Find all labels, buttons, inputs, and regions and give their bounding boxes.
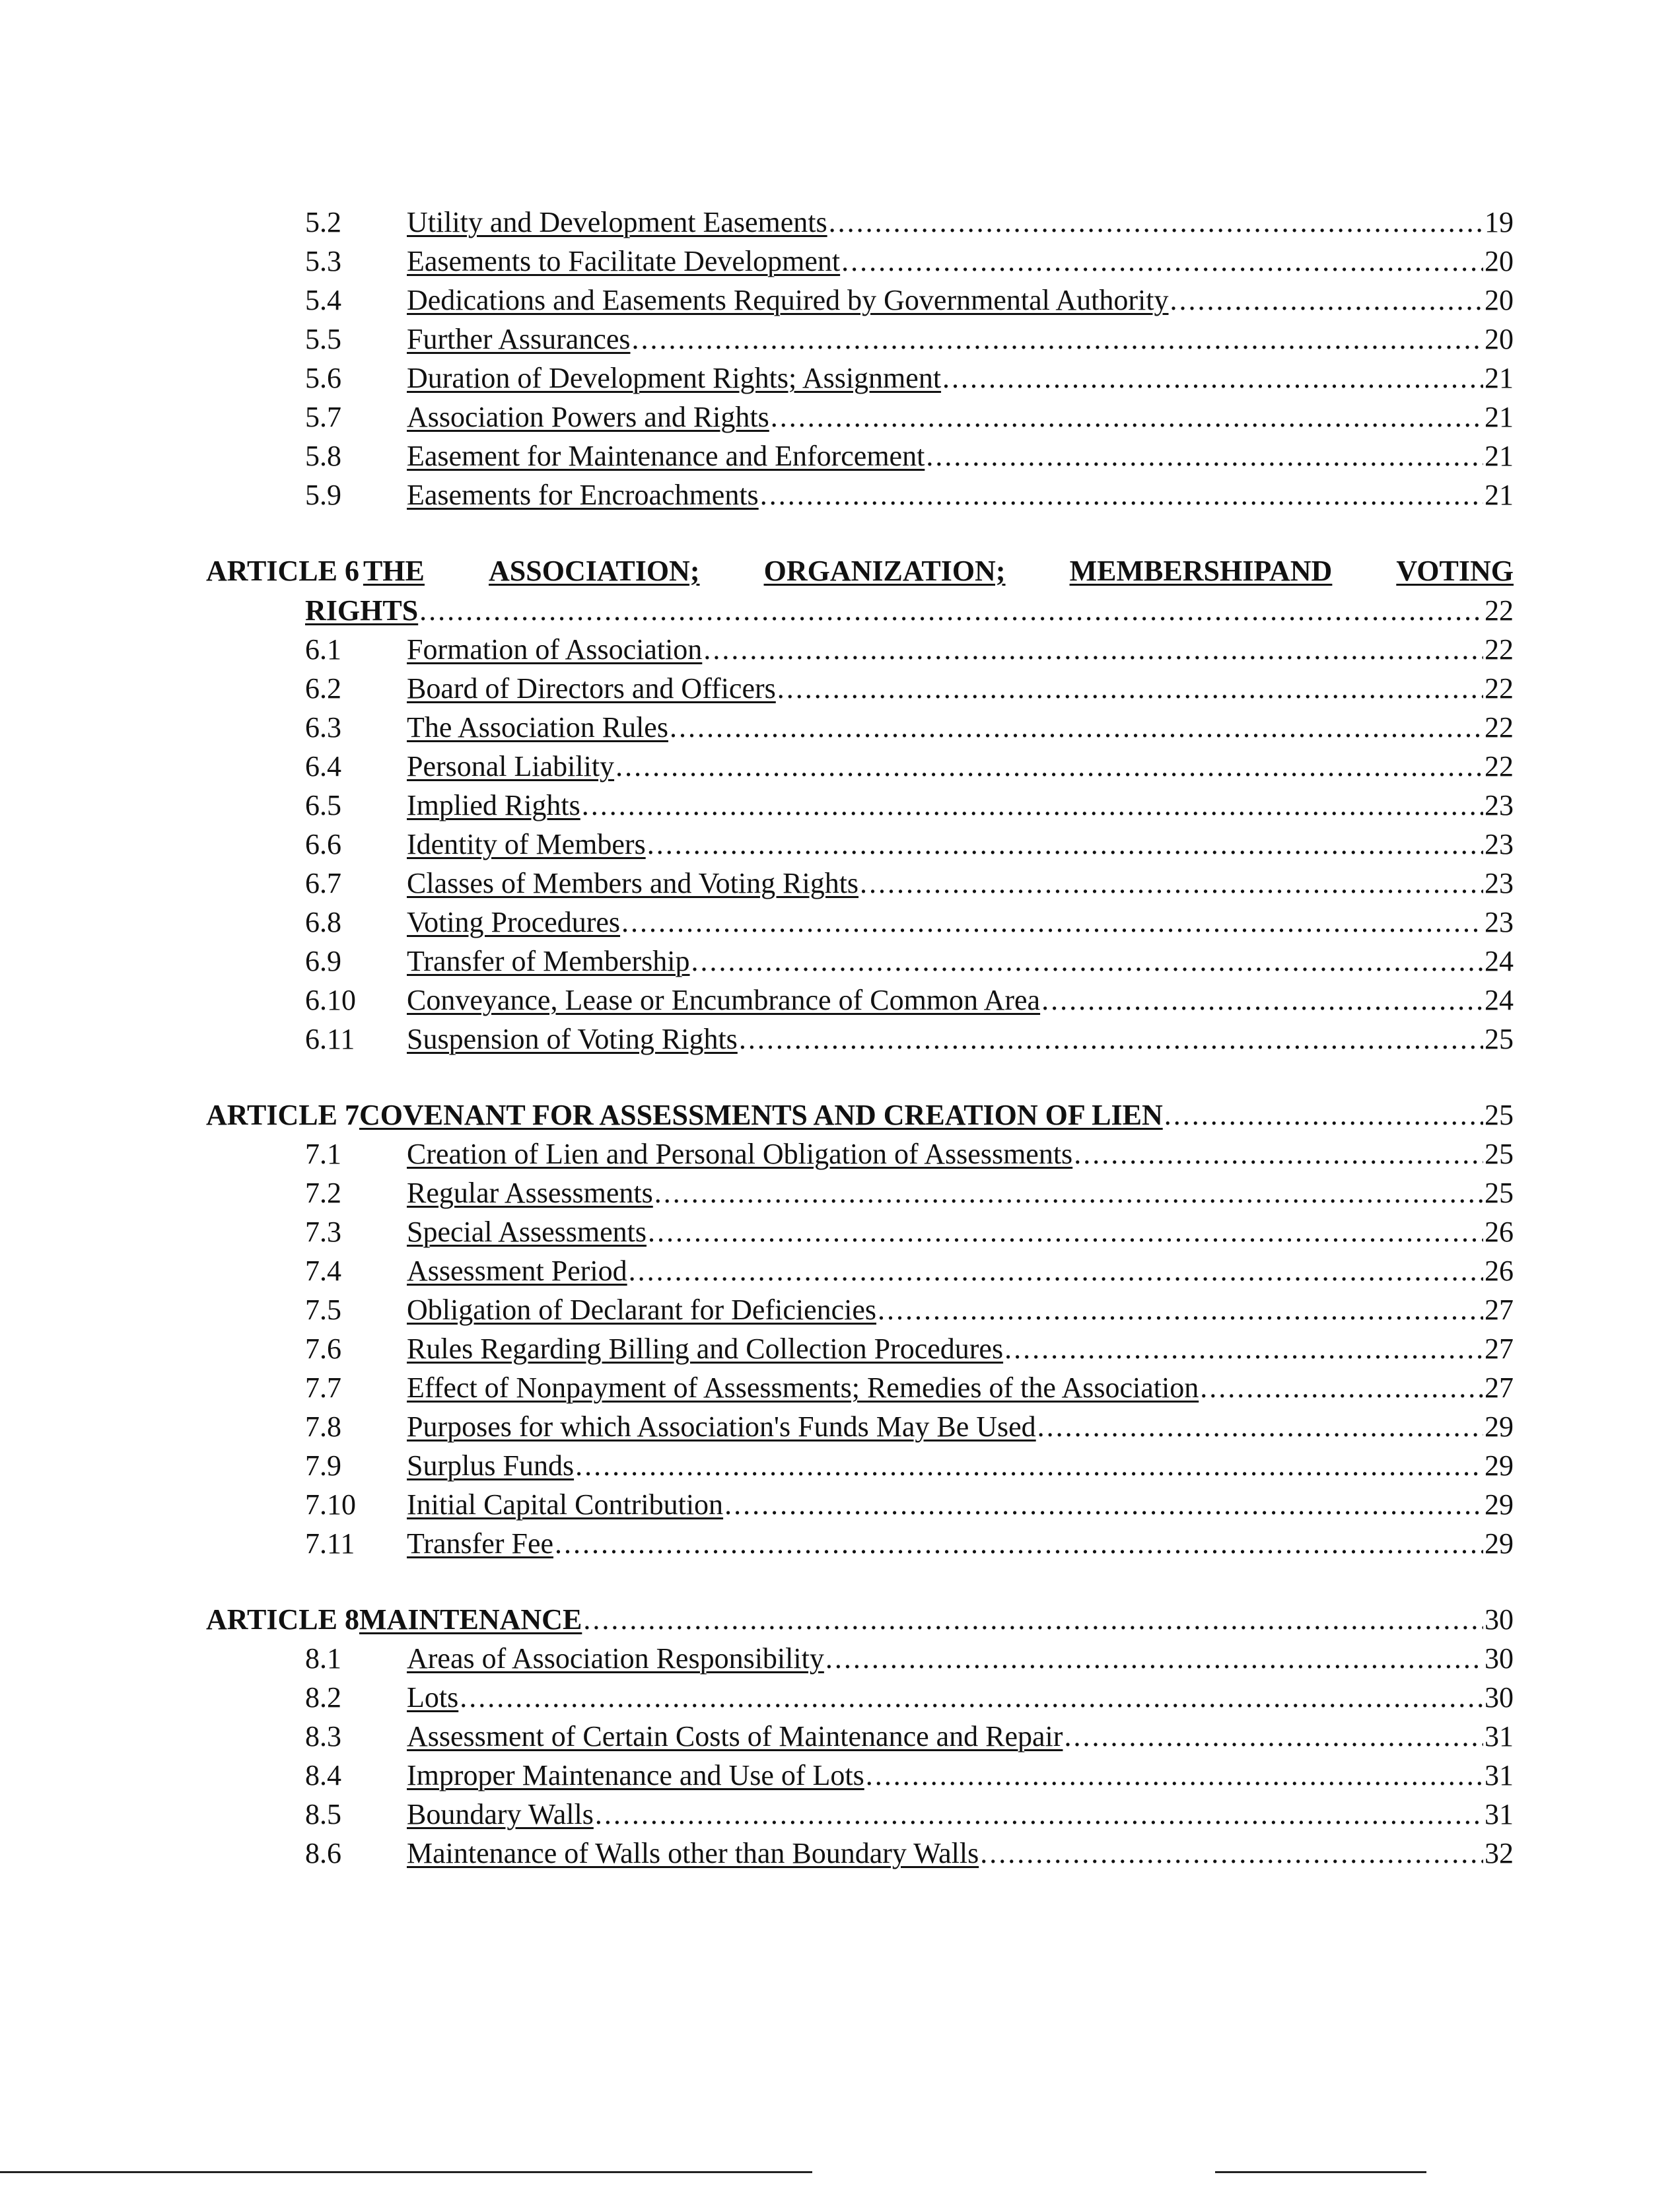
entry-number: 5.4 (305, 284, 341, 316)
entry-number: 6.9 (305, 945, 341, 977)
toc-entry-6-4[interactable] (305, 747, 1514, 786)
entry-title[interactable]: Maintenance of Walls other than Boundary Walls (407, 1837, 979, 1869)
dot-leader (926, 437, 1483, 475)
article-title-word: THE (363, 555, 425, 587)
entry-number: 5.6 (305, 362, 341, 394)
dot-leader (460, 1679, 1483, 1717)
dot-leader (1170, 281, 1484, 320)
entry-title[interactable]: Initial Capital Contribution (407, 1488, 724, 1521)
dot-leader (980, 1834, 1483, 1873)
dot-leader (648, 1213, 1483, 1251)
entry-page: 29 (1485, 1410, 1514, 1443)
entry-number: 7.11 (305, 1527, 355, 1560)
dot-leader (691, 942, 1483, 981)
article-label: ARTICLE 7 (206, 1099, 359, 1131)
entry-page: 30 (1485, 1642, 1514, 1675)
dot-leader (1004, 1330, 1483, 1368)
entry-title[interactable]: Dedications and Easements Required by Governmental Authority (407, 284, 1169, 316)
entry-title[interactable]: Transfer Fee (407, 1527, 553, 1560)
dot-leader (771, 398, 1483, 436)
entry-page: 32 (1485, 1837, 1514, 1869)
entry-page: 22 (1485, 711, 1514, 744)
entry-number: 6.10 (305, 984, 356, 1016)
entry-title[interactable]: Special Assessments (407, 1216, 647, 1248)
toc-entry-7-6[interactable] (305, 1330, 1514, 1368)
entry-number: 6.1 (305, 633, 341, 666)
footer-rule-left (0, 2171, 812, 2173)
entry-page: 21 (1485, 401, 1514, 433)
dot-leader (670, 709, 1483, 747)
entry-page: 26 (1485, 1216, 1514, 1248)
entry-title[interactable]: Lots (407, 1681, 459, 1714)
entry-page: 26 (1485, 1255, 1514, 1287)
toc-entry-8-2[interactable] (305, 1679, 1514, 1717)
toc-entry-6-1[interactable] (305, 631, 1514, 669)
entry-number: 7.7 (305, 1371, 341, 1404)
article-6-heading-continued[interactable] (305, 592, 1514, 630)
toc-entry-6-10[interactable] (305, 981, 1514, 1020)
entry-page: 23 (1485, 867, 1514, 899)
dot-leader (703, 631, 1483, 669)
article-7-heading[interactable] (206, 1096, 1514, 1134)
entry-page: 22 (1485, 672, 1514, 705)
entry-number: 7.6 (305, 1333, 341, 1365)
entry-title[interactable]: Rules Regarding Billing and Collection Procedures (407, 1333, 1004, 1365)
dot-leader (860, 864, 1483, 903)
toc-entry-5-3[interactable] (305, 242, 1514, 281)
entry-page: 25 (1485, 1138, 1514, 1170)
entry-number: 5.8 (305, 440, 341, 472)
dot-leader (760, 476, 1483, 514)
article-title-word: ORGANIZATION; (763, 555, 1006, 587)
entry-page: 27 (1485, 1294, 1514, 1326)
entry-title[interactable]: Association Powers and Rights (407, 401, 769, 433)
article-label: ARTICLE 6 (206, 555, 359, 587)
entry-title[interactable]: Regular Assessments (407, 1177, 653, 1209)
entry-title[interactable]: The Association Rules (407, 711, 668, 744)
entry-page: 29 (1485, 1488, 1514, 1521)
dot-leader (647, 825, 1483, 864)
entry-number: 8.3 (305, 1720, 341, 1753)
entry-number: 6.8 (305, 906, 341, 938)
entry-page: 31 (1485, 1798, 1514, 1830)
article-title-continued[interactable]: RIGHTS (305, 594, 419, 627)
entry-title[interactable]: Voting Procedures (407, 906, 621, 938)
dot-leader (632, 320, 1484, 359)
dot-leader (419, 592, 1483, 630)
dot-leader (825, 1640, 1483, 1678)
entry-number: 8.4 (305, 1759, 341, 1791)
entry-title[interactable]: Personal Liability (407, 750, 615, 782)
article-title-word: MEMBERSHIPAND (1069, 555, 1333, 587)
entry-number: 5.3 (305, 245, 341, 277)
dot-leader (1164, 1096, 1483, 1134)
toc-entry-7-11[interactable] (305, 1525, 1514, 1563)
entry-number: 5.5 (305, 323, 341, 355)
article-page: 22 (1485, 594, 1514, 627)
dot-leader (866, 1756, 1483, 1795)
dot-leader (575, 1447, 1483, 1485)
entry-title[interactable]: Formation of Association (407, 633, 703, 666)
toc-entry-8-1[interactable] (305, 1640, 1514, 1678)
dot-leader (841, 242, 1483, 281)
toc-entry-7-7[interactable] (305, 1369, 1514, 1407)
entry-page: 19 (1485, 206, 1514, 238)
toc-entry-5-7[interactable] (305, 398, 1514, 436)
article-label: ARTICLE 8 (206, 1603, 359, 1636)
entry-page: 22 (1485, 750, 1514, 782)
entry-title[interactable]: Surplus Funds (407, 1449, 575, 1482)
toc-entry-5-5[interactable] (305, 320, 1514, 359)
dot-leader (595, 1795, 1483, 1834)
entry-number: 7.8 (305, 1410, 341, 1443)
entry-title[interactable]: Boundary Walls (407, 1798, 594, 1830)
entry-title[interactable]: Areas of Association Responsibility (407, 1642, 824, 1675)
entry-number: 6.3 (305, 711, 341, 744)
toc-entry-8-5[interactable] (305, 1795, 1514, 1834)
article-page: 30 (1485, 1603, 1514, 1636)
toc-entry-7-8[interactable] (305, 1408, 1514, 1446)
entry-page: 23 (1485, 789, 1514, 821)
entry-title[interactable]: Implied Rights (407, 789, 580, 821)
toc-entry-8-3[interactable] (305, 1718, 1514, 1756)
entry-number: 6.5 (305, 789, 341, 821)
article-title[interactable] (363, 552, 1514, 590)
article-page: 25 (1485, 1099, 1514, 1131)
entry-page: 20 (1485, 284, 1514, 316)
entry-title[interactable]: Creation of Lien and Personal Obligation of Assessments (407, 1138, 1073, 1170)
entry-page: 27 (1485, 1371, 1514, 1404)
entry-number: 8.6 (305, 1837, 341, 1869)
toc-entry-5-4[interactable] (305, 281, 1514, 320)
dot-leader (629, 1252, 1483, 1290)
dot-leader (1074, 1135, 1483, 1173)
dot-leader (654, 1174, 1483, 1212)
entry-number: 6.4 (305, 750, 341, 782)
article-6-heading[interactable] (206, 552, 1514, 590)
entry-title[interactable]: Easements to Facilitate Development (407, 245, 841, 277)
entry-number: 7.2 (305, 1177, 341, 1209)
toc-entry-6-11[interactable] (305, 1020, 1514, 1059)
entry-page: 21 (1485, 479, 1514, 511)
entry-page: 22 (1485, 633, 1514, 666)
article-title[interactable]: COVENANT FOR ASSESSMENTS AND CREATION OF LIEN (359, 1099, 1163, 1131)
toc-entry-7-4[interactable] (305, 1252, 1514, 1290)
entry-title[interactable]: Easements for Encroachments (407, 479, 759, 511)
dot-leader (615, 747, 1483, 786)
entry-title[interactable]: Further Assurances (407, 323, 631, 355)
entry-title[interactable]: Transfer of Membership (407, 945, 690, 977)
entry-page: 29 (1485, 1449, 1514, 1482)
entry-title[interactable]: Obligation of Declarant for Deficiencies (407, 1294, 877, 1326)
dot-leader (739, 1020, 1483, 1059)
dot-leader (555, 1525, 1483, 1563)
toc-entry-7-2[interactable] (305, 1174, 1514, 1212)
dot-leader (777, 670, 1483, 708)
entry-page: 31 (1485, 1759, 1514, 1791)
toc-entry-7-10[interactable] (305, 1486, 1514, 1524)
entry-title[interactable]: Utility and Development Easements (407, 206, 827, 238)
entry-page: 24 (1485, 984, 1514, 1016)
entry-page: 24 (1485, 945, 1514, 977)
entry-number: 8.5 (305, 1798, 341, 1830)
toc-entry-5-8[interactable] (305, 437, 1514, 475)
article-8-heading[interactable] (206, 1601, 1514, 1639)
entry-page: 29 (1485, 1527, 1514, 1560)
toc-entry-8-4[interactable] (305, 1756, 1514, 1795)
entry-title[interactable]: Board of Directors and Officers (407, 672, 776, 705)
footer-rule-right (1215, 2171, 1426, 2173)
toc-entry-7-9[interactable] (305, 1447, 1514, 1485)
toc-entry-6-3[interactable] (305, 709, 1514, 747)
dot-leader (1064, 1718, 1483, 1756)
entry-number: 7.10 (305, 1488, 356, 1521)
dot-leader (1041, 981, 1483, 1020)
entry-page: 20 (1485, 245, 1514, 277)
toc-entry-7-5[interactable] (305, 1291, 1514, 1329)
toc-entry-5-9[interactable] (305, 476, 1514, 514)
entry-number: 5.2 (305, 206, 341, 238)
toc-entry-5-2[interactable] (305, 203, 1514, 242)
entry-number: 7.9 (305, 1449, 341, 1482)
entry-number: 7.1 (305, 1138, 341, 1170)
entry-number: 6.7 (305, 867, 341, 899)
toc-entry-7-1[interactable] (305, 1135, 1514, 1173)
entry-page: 30 (1485, 1681, 1514, 1714)
entry-title[interactable]: Classes of Members and Voting Rights (407, 867, 859, 899)
toc-entry-6-5[interactable] (305, 786, 1514, 825)
dot-leader (583, 1601, 1483, 1639)
article-title-word: ASSOCIATION; (489, 555, 700, 587)
entry-number: 8.2 (305, 1681, 341, 1714)
toc-entry-6-2[interactable] (305, 670, 1514, 708)
article-title[interactable]: MAINTENANCE (359, 1603, 582, 1636)
dot-leader (724, 1486, 1483, 1524)
dot-leader (942, 359, 1483, 398)
entry-title[interactable]: Assessment of Certain Costs of Maintenance and Repair (407, 1720, 1063, 1753)
entry-number: 8.1 (305, 1642, 341, 1675)
entry-title[interactable]: Improper Maintenance and Use of Lots (407, 1759, 864, 1791)
entry-number: 6.11 (305, 1023, 355, 1055)
toc-entry-6-8[interactable] (305, 903, 1514, 942)
entry-title[interactable]: Identity of Members (407, 828, 646, 860)
entry-page: 23 (1485, 828, 1514, 860)
entry-number: 6.2 (305, 672, 341, 705)
entry-title[interactable]: Conveyance, Lease or Encumbrance of Common Area (407, 984, 1041, 1016)
toc-entry-6-7[interactable] (305, 864, 1514, 903)
entry-title[interactable]: Effect of Nonpayment of Assessments; Remedies of the Association (407, 1371, 1199, 1404)
toc-entry-6-6[interactable] (305, 825, 1514, 864)
entry-number: 5.7 (305, 401, 341, 433)
entry-title[interactable]: Easement for Maintenance and Enforcement (407, 440, 925, 472)
entry-title[interactable]: Assessment Period (407, 1255, 627, 1287)
entry-page: 31 (1485, 1720, 1514, 1753)
article-title-word: VOTING (1396, 555, 1514, 587)
toc-entry-6-9[interactable] (305, 942, 1514, 981)
entry-page: 27 (1485, 1333, 1514, 1365)
toc-entry-8-6[interactable] (305, 1834, 1514, 1873)
dot-leader (829, 203, 1483, 242)
dot-leader (1200, 1369, 1483, 1407)
entry-title[interactable]: Duration of Development Rights; Assignment (407, 362, 942, 394)
dot-leader (621, 903, 1483, 942)
entry-page: 21 (1485, 362, 1514, 394)
entry-number: 7.4 (305, 1255, 341, 1287)
entry-page: 25 (1485, 1023, 1514, 1055)
toc-entry-5-6[interactable] (305, 359, 1514, 398)
toc-entry-7-3[interactable] (305, 1213, 1514, 1251)
entry-page: 20 (1485, 323, 1514, 355)
entry-number: 7.3 (305, 1216, 341, 1248)
entry-page: 21 (1485, 440, 1514, 472)
dot-leader (582, 786, 1483, 825)
entry-title[interactable]: Purposes for which Association's Funds May Be Used (407, 1410, 1036, 1443)
entry-title[interactable]: Suspension of Voting Rights (407, 1023, 738, 1055)
entry-number: 5.9 (305, 479, 341, 511)
dot-leader (1037, 1408, 1483, 1446)
entry-page: 23 (1485, 906, 1514, 938)
entry-number: 6.6 (305, 828, 341, 860)
entry-number: 7.5 (305, 1294, 341, 1326)
dot-leader (878, 1291, 1483, 1329)
entry-page: 25 (1485, 1177, 1514, 1209)
